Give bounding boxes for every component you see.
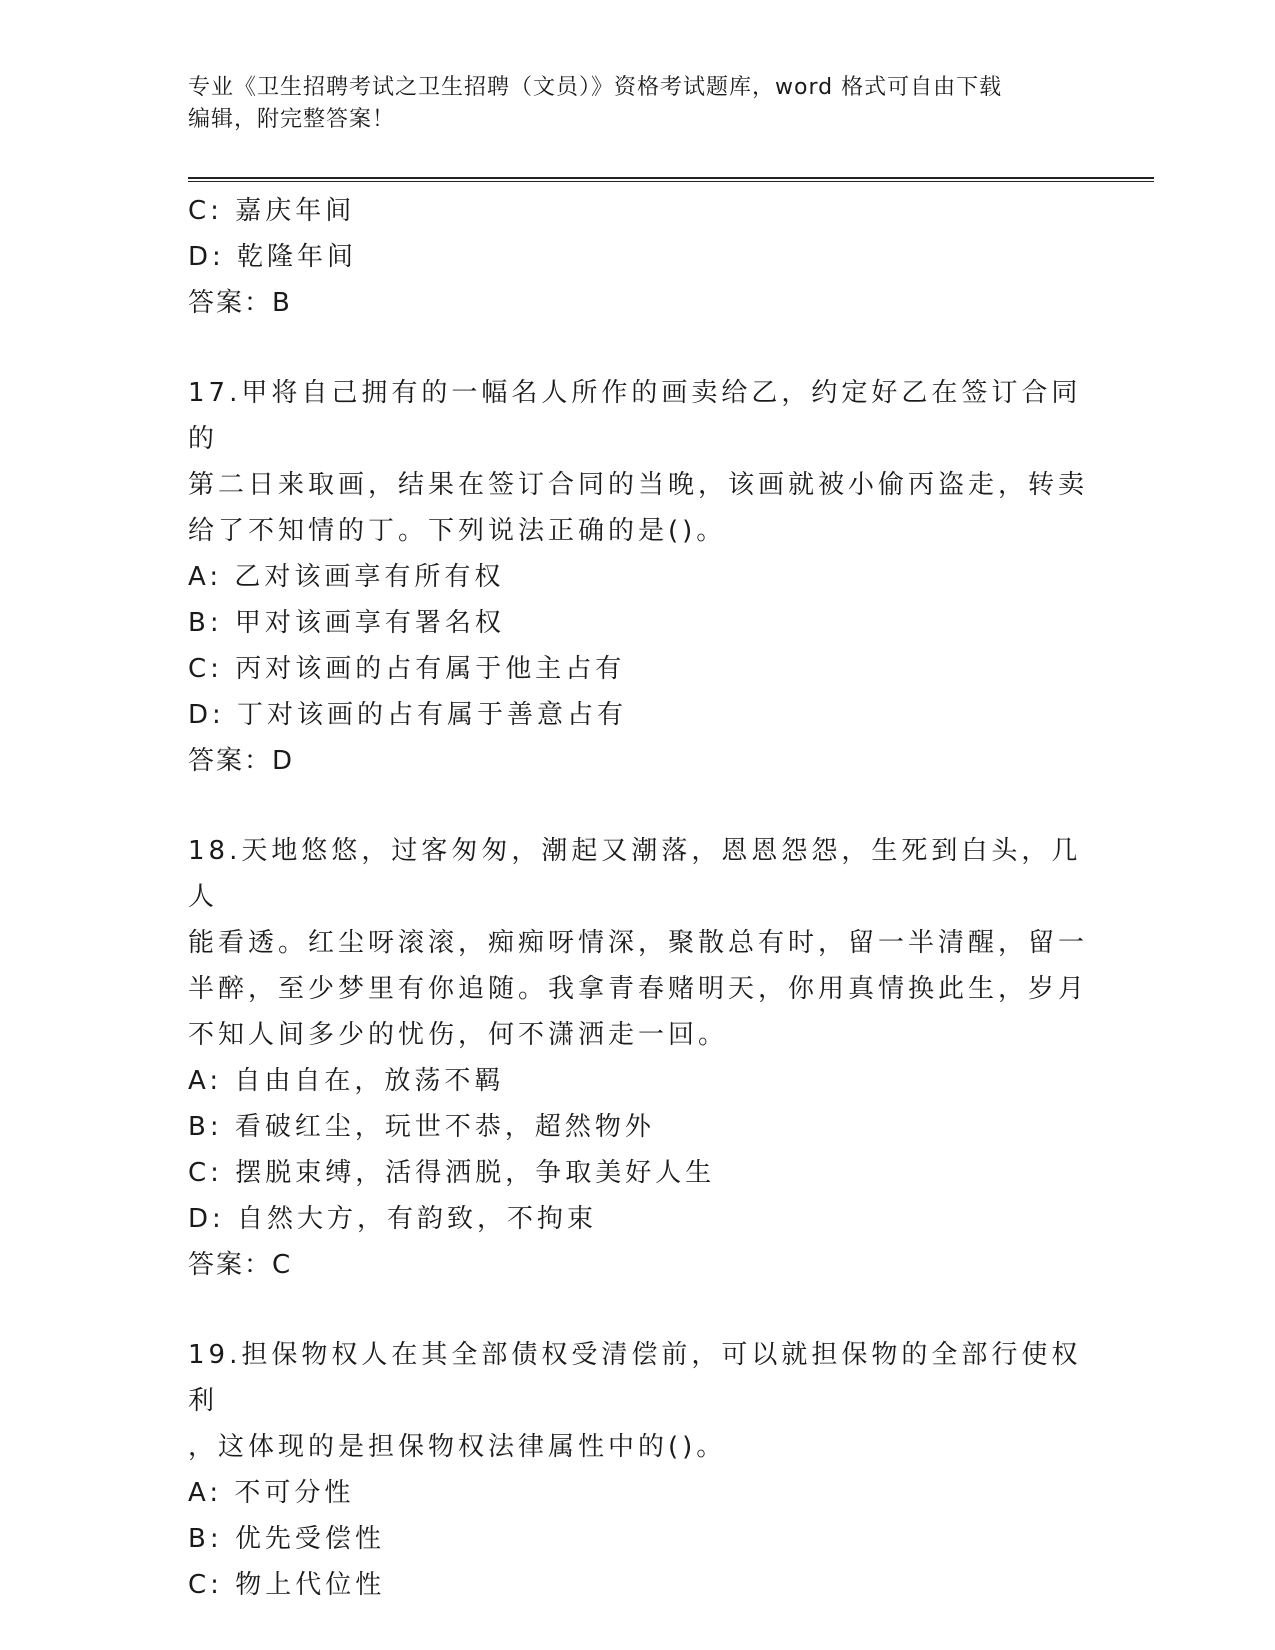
option-b: B: 甲对该画享有署名权 bbox=[188, 608, 505, 638]
option-c: C: 嘉庆年间 bbox=[188, 196, 356, 226]
option-b: B: 优先受偿性 bbox=[188, 1524, 385, 1554]
question-19 bbox=[188, 1332, 1088, 1608]
option-a: A: 自由自在，放荡不羁 bbox=[188, 1066, 505, 1096]
question-text: 19.担保物权人在其全部债权受清偿前，可以就担保物的全部行使权利 ，这体现的是担保物权法律属性中的()。 bbox=[188, 1340, 1082, 1462]
document-header bbox=[188, 72, 1088, 136]
option-d: D: 丁对该画的占有属于善意占有 bbox=[188, 700, 628, 730]
question-text: 17.甲将自己拥有的一幅名人所作的画卖给乙，约定好乙在签订合同的 第二日来取画，结果在签订合同的当晚，该画就被小偷丙盗走，转卖 给了不知情的丁。下列说法正确的是()。 bbox=[188, 378, 1089, 546]
option-d: D: 乾隆年间 bbox=[188, 242, 358, 272]
answer-line: 答案：D bbox=[188, 746, 295, 776]
header-divider bbox=[188, 177, 1154, 183]
option-c: C: 丙对该画的占有属于他主占有 bbox=[188, 654, 626, 684]
question-18 bbox=[188, 828, 1088, 1288]
header-line-2: 编辑，附完整答案！ bbox=[188, 107, 396, 132]
option-c: C: 物上代位性 bbox=[188, 1570, 386, 1600]
answer-line: 答案：B bbox=[188, 288, 292, 318]
document-body bbox=[188, 188, 1088, 1608]
question-17 bbox=[188, 370, 1088, 784]
divider-thick-line bbox=[188, 177, 1154, 179]
question-text: 18.天地悠悠，过客匆匆，潮起又潮落，恩恩怨怨，生死到白头，几人 能看透。红尘呀滚滚，痴痴呀情深，聚散总有时，留一半清醒，留一 半醉，至少梦里有你追随。我拿青春赌明天，你用真情换此生，岁月 不知人间多少的忧伤，何不潇洒走一回。 bbox=[188, 836, 1089, 1050]
divider-thin-line bbox=[188, 181, 1154, 182]
answer-line: 答案：C bbox=[188, 1250, 293, 1280]
previous-question-tail bbox=[188, 188, 1088, 326]
option-d: D: 自然大方，有韵致，不拘束 bbox=[188, 1204, 598, 1234]
option-b: B: 看破红尘，玩世不恭，超然物外 bbox=[188, 1112, 655, 1142]
header-line-1: 专业《卫生招聘考试之卫生招聘（文员）》资格考试题库，word 格式可自由下载 bbox=[188, 75, 1003, 100]
option-c: C: 摆脱束缚，活得洒脱，争取美好人生 bbox=[188, 1158, 716, 1188]
option-a: A: 乙对该画享有所有权 bbox=[188, 562, 505, 592]
option-a: A: 不可分性 bbox=[188, 1478, 355, 1508]
